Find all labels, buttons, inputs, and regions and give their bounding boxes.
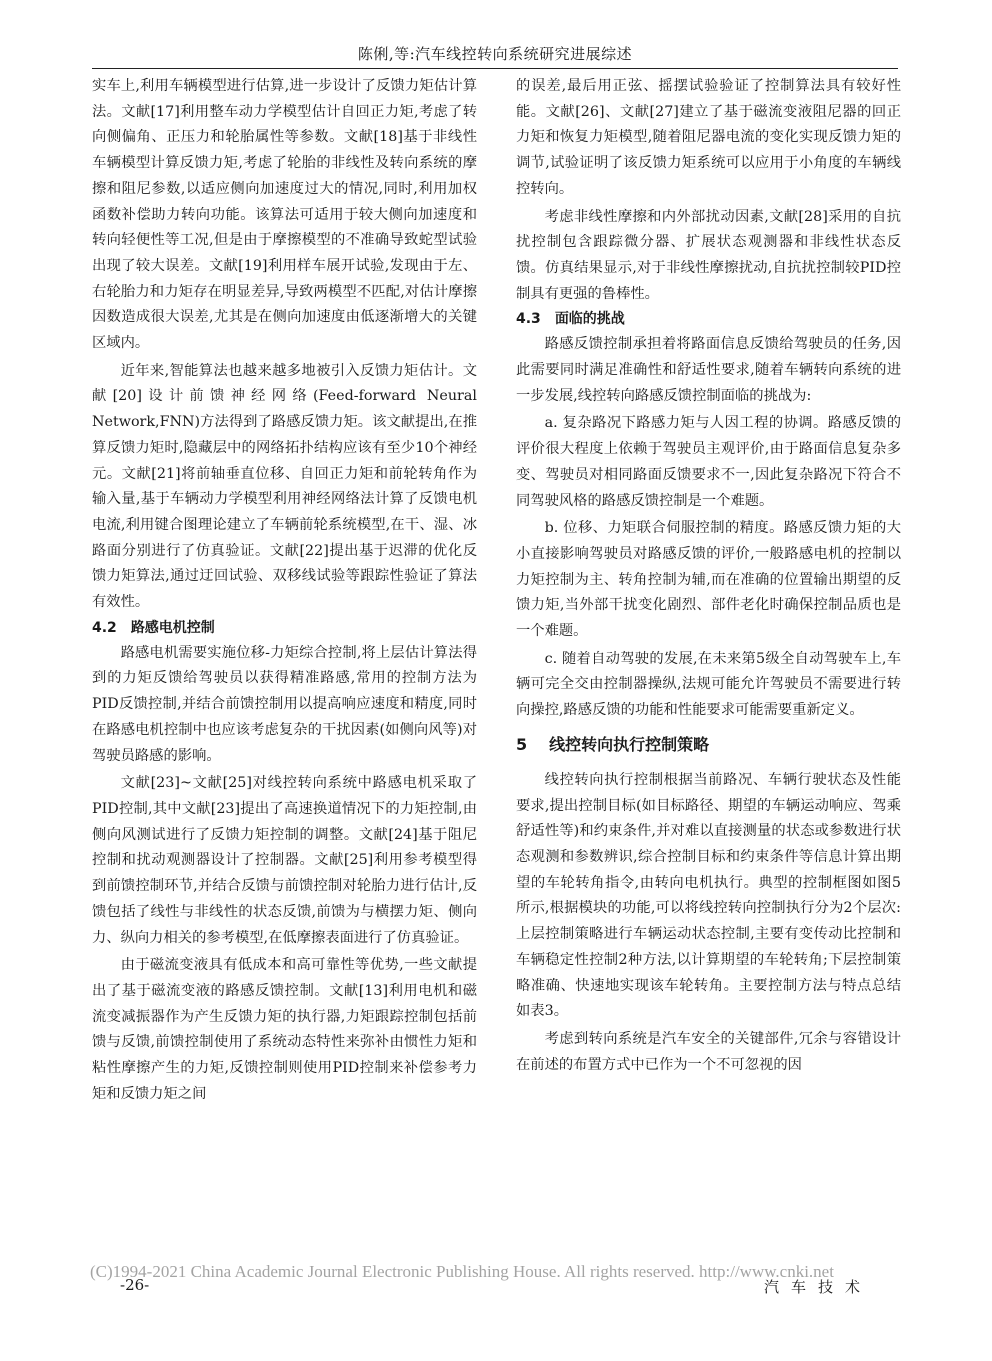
section-title: 面临的挑战 <box>554 311 625 328</box>
header-rule <box>92 68 898 69</box>
paragraph: 路感电机需要实施位移-力矩综合控制,将上层估计算法得到的力矩反馈给驾驶员以获得精准路感,常用的控制方法为PID反馈控制,并结合前馈控制用以提高响应速度和精度,同时在路感电机控制中也应该考虑复杂的干扰因素(如侧向风等)对驾驶员路感的影响。 <box>92 644 477 764</box>
section-number: 5 <box>516 734 528 754</box>
section-number: 4.3 <box>516 311 541 328</box>
section-heading-4-3 <box>516 307 901 332</box>
journal-name: 汽车技术 <box>764 1278 873 1296</box>
section-title: 路感电机控制 <box>130 619 215 636</box>
copyright-watermark: (C)1994-2021 China Academic Journal Electronic Publishing House. All rights reserved. http://www.cnki.net <box>90 1262 834 1281</box>
paragraph: 路感反馈控制承担着将路面信息反馈给驾驶员的任务,因此需要同时满足准确性和舒适性要求,随着车辆转向系统的进一步发展,线控转向路感反馈控制面临的挑战为: <box>516 336 901 404</box>
page-number: -26- <box>120 1276 150 1294</box>
paragraph: 考虑到转向系统是汽车安全的关键部件,冗余与容错设计在前述的布置方式中已作为一个不可忽视的因 <box>516 1030 901 1073</box>
list-item-b: b. 位移、力矩联合伺服控制的精度。路感反馈力矩的大小直接影响驾驶员对路感反馈的评价,一般路感电机的控制以力矩控制为主、转角控制为辅,而在准确的位置输出期望的反馈力矩,当外部干扰变化剧烈、部件老化时确保控制品质也是一个难题。 <box>516 520 901 640</box>
paragraph: 由于磁流变液具有低成本和高可靠性等优势,一些文献提出了基于磁流变液的路感反馈控制。文献[13]利用电机和磁流变减振器作为产生反馈力矩的执行器,力矩跟踪控制包括前馈与反馈,前馈控制使用了系统动态特性来弥补由惯性力矩和粘性摩擦产生的力矩,反馈控制则使用PID控制来补偿参考力矩和反馈力矩之间 <box>92 957 477 1102</box>
paragraph: 实车上,利用车辆模型进行估算,进一步设计了反馈力矩估计算法。文献[17]利用整车动力学模型估计自回正力矩,考虑了转向侧偏角、正压力和轮胎属性等参数。文献[18]基于非线性车辆模型计算反馈力矩,考虑了轮胎的非线性及转向系统的摩擦和阻尼参数,以适应侧向加速度过大的情况,同时,利用加权函数补偿助力转向功能。该算法可适用于较大侧向加速度和转向轻便性等工况,但是由于摩擦模型的不准确导致蛇型试验出现了较大误差。文献[19]利用样车展开试验,发现由于左、右轮胎力和力矩存在明显差异,导致两模型不匹配,对估计摩擦因数造成很大误差,尤其是在侧向加速度由低逐渐增大的关键区域内。 <box>92 78 477 352</box>
section-number: 4.2 <box>92 619 117 636</box>
section-heading-5 <box>516 732 901 758</box>
list-item-c: c. 随着自动驾驶的发展,在未来第5级全自动驾驶车上,车辆可完全交由控制器操纵,法规可能允许驾驶员不需要进行转向操控,路感反馈的功能和性能要求可能需要重新定义。 <box>516 650 901 719</box>
paragraph: 考虑非线性摩擦和内外部扰动因素,文献[28]采用的自抗扰控制包含跟踪微分器、扩展状态观测器和非线性状态反馈。仿真结果显示,对于非线性摩擦扰动,自抗扰控制较PID控制具有更强的鲁棒性。 <box>516 208 901 302</box>
list-item-a: a. 复杂路况下路感力矩与人因工程的协调。路感反馈的评价很大程度上依赖于驾驶员主观评价,由于路面信息复杂多变、驾驶员对相同路面反馈要求不一,因此复杂路况下符合不同驾驶风格的路感反馈控制是一个难题。 <box>516 415 901 509</box>
right-column <box>516 74 901 1078</box>
left-column <box>92 74 477 1107</box>
paragraph: 的误差,最后用正弦、摇摆试验验证了控制算法具有较好性能。文献[26]、文献[27]建立了基于磁流变液阻尼器的回正力矩和恢复力矩模型,随着阻尼器电流的变化实现反馈力矩的调节,试验证明了该反馈力矩系统可以应用于小角度的车辆线控转向。 <box>516 78 901 197</box>
section-title: 线控转向执行控制策略 <box>549 734 710 754</box>
paragraph: 文献[23]~文献[25]对线控转向系统中路感电机采取了PID控制,其中文献[23]提出了高速换道情况下的力矩控制,由侧向风测试进行了反馈力矩控制的调整。文献[24]基于阻尼控制和扰动观测器设计了控制器。文献[25]利用参考模型得到前馈控制环节,并结合反馈与前馈控制对轮胎力进行估计,反馈包括了线性与非线性的状态反馈,前馈为与横摆力矩、侧向力、纵向力相关的参考模型,在低摩擦表面进行了仿真验证。 <box>92 775 477 946</box>
running-header: 陈俐,等:汽车线控转向系统研究进展综述 <box>357 45 633 63</box>
paragraph: 线控转向执行控制根据当前路况、车辆行驶状态及性能要求,提出控制目标(如目标路径、期望的车辆运动响应、驾乘舒适性等)和约束条件,并对难以直接测量的状态或参数进行状态观测和参数辨识,综合控制目标和约束条件等信息计算出期望的车轮转角指令,由转向电机执行。典型的控制框图如图5所示,根据模块的功能,可以将线控转向控制执行分为2个层次:上层控制策略进行车辆运动状态控制,主要有变传动比控制和车辆稳定性控制2种方法,以计算期望的车轮转角;下层控制策略准确、快速地实现该车轮转角。主要控制方法与特点总结如表3。 <box>516 771 901 1020</box>
paragraph: 近年来,智能算法也越来越多地被引入反馈力矩估计。文献[20]设计前馈神经网络(Feed-forward Neural Network,FNN)方法得到了路感反馈力矩。该文献提出,在推算反馈力矩时,隐藏层中的网络拓扑结构应该有至少10个神经元。文献[21]将前轴垂直位移、自回正力矩和前轮转角作为输入量,基于车辆动力学模型利用神经网络法计算了反馈电机电流,利用键合图理论建立了车辆前轮系统模型,在干、湿、冰路面分别进行了仿真验证。文献[22]提出基于迟滞的优化反馈力矩算法,通过迂回试验、双移线试验等跟踪性验证了算法有效性。 <box>92 362 477 611</box>
section-heading-4-2 <box>92 616 477 641</box>
